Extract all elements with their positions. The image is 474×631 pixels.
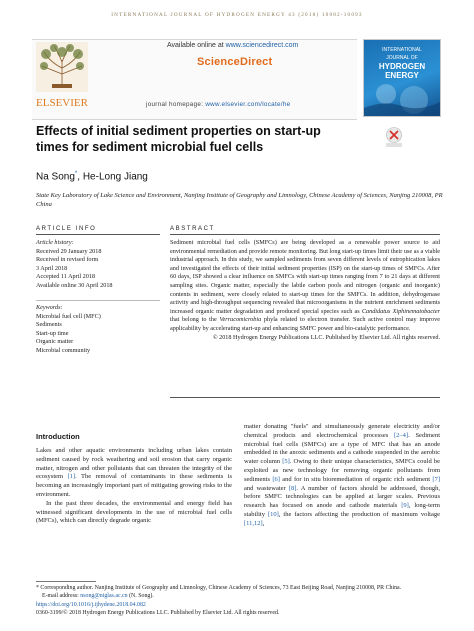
- keywords-label: Keywords:: [36, 304, 63, 311]
- abstract-heading: ABSTRACT: [170, 226, 215, 232]
- history-item: 3 April 2018: [36, 264, 68, 272]
- author-song-link[interactable]: Na Song: [36, 171, 75, 183]
- cover-line-2: HYDROGEN: [378, 62, 426, 71]
- intro-text: . Owing to their unique characteristics, SMFCs could be exploited as new technology for removing organic pollutants from sediments: [244, 458, 440, 483]
- footnote: [36, 584, 456, 618]
- citation-link[interactable]: [5]: [282, 458, 290, 466]
- intro-paragraph-2: In the past three decades, the environmental and energy field has witnessed significant developments in the use of microbial fuel cells (MFCs), which can directly degrade organic: [36, 499, 232, 525]
- cover-artwork: [364, 74, 440, 116]
- corresponding-author-note: * Corresponding author. Nanjing Institute of Geography and Limnology, Chinese Academy of Sciences, 73 East Beijing Road, Nanjing 210008, PR China.: [36, 585, 402, 591]
- intro-text: ,: [262, 519, 265, 527]
- journal-homepage: [146, 101, 290, 108]
- keyword-item: Microbial fuel cell (MFC): [36, 312, 101, 320]
- author-separator: ,: [77, 171, 83, 183]
- abstract-part-2: that belong to the: [170, 316, 220, 324]
- article-info-rule: [36, 234, 160, 235]
- citation-link[interactable]: [9]: [401, 502, 409, 510]
- introduction-heading: Introduction: [36, 432, 80, 441]
- issn-line: 0360-3199/© 2018 Hydrogen Energy Publications LLC. Published by Elsevier Ltd. All rights reserved.: [36, 610, 280, 617]
- affiliation: State Key Laboratory of Lake Science and Environment, Nanjing Institute of Geography and Limnology, Chinese Academy of Sciences, Nanjing 210008, PR China: [36, 192, 443, 208]
- citation-link[interactable]: [11,12]: [244, 519, 263, 527]
- history-label: Article history:: [36, 239, 74, 246]
- keyword-item: Microbial community: [36, 346, 91, 354]
- homepage-url-link[interactable]: www.elsevier.com/locate/he: [205, 101, 291, 108]
- intro-text: , long-term stability: [244, 502, 440, 518]
- intro-paragraph-1: [36, 447, 232, 500]
- doi-link[interactable]: https://doi.org/10.1016/j.ijhydene.2018.04.082: [36, 601, 146, 608]
- journal-running-head: INTERNATIONAL JOURNAL OF HYDROGEN ENERGY 43 (2018) 10082-10093: [111, 12, 363, 18]
- intro-text: , the factors affecting the production of maximum voltage: [278, 510, 440, 518]
- intro-text: . A number of factors should be addressed, though, before SMFC technologies can be applied at larger scales. Previous research has focused on anode and cathode materials: [244, 484, 441, 510]
- email-label: E-mail address:: [42, 593, 81, 600]
- abstract-species-2: Verrucomicrobia: [219, 316, 262, 324]
- email-link[interactable]: nsong@niglas.ac.cn: [80, 593, 128, 600]
- corresponding-author-mark[interactable]: *: [74, 171, 78, 177]
- sciencedirect-logo[interactable]: ScienceDirect: [197, 56, 273, 68]
- abstract-copyright: © 2018 Hydrogen Energy Publications LLC. Published by Elsevier Ltd. All rights reserved.: [212, 333, 440, 341]
- article-info-heading: ARTICLE INFO: [36, 226, 97, 232]
- email-line: [36, 592, 456, 600]
- crossmark-icon[interactable]: [384, 126, 404, 148]
- citation-link[interactable]: [6]: [272, 475, 280, 483]
- citation-link[interactable]: [8]: [288, 484, 297, 492]
- history-item: Received 29 January 2018: [36, 247, 102, 255]
- abstract-text: [170, 239, 440, 342]
- history-item: Received in revised form: [36, 256, 99, 263]
- intro-text: matter donating "fuels" and simultaneously generate electricity and/or chemical products and electrochemical processes: [244, 423, 440, 439]
- homepage-prefix: journal homepage:: [146, 101, 206, 108]
- citation-link[interactable]: [7]: [432, 475, 441, 483]
- intro-right-column: [244, 423, 440, 529]
- intro-text: and for in situ bioremediation of organic rich sediment: [279, 475, 433, 483]
- citation-link[interactable]: [10]: [267, 510, 279, 518]
- author-jiang-link[interactable]: He-Long Jiang: [82, 171, 148, 183]
- email-suffix: (N. Song).: [127, 593, 154, 600]
- intro-text: Lakes and other aquatic environments including urban lakes contain sediment caused by rock weathering and soil erosion that carry organic matter, nitrogen and other pollutants that can threaten the integrity of the ecosystem: [36, 447, 232, 481]
- keyword-item: Sediments: [36, 321, 62, 328]
- available-prefix: Available online at: [167, 42, 226, 49]
- intro-text: . The removal of contaminants in these sediments is becoming an increasingly important part of mitigating growing risks to the environment.: [36, 473, 232, 498]
- abstract-species-1: Candidatus Xiphinematobacter: [361, 307, 440, 315]
- abstract-part-3: phyla related to electron transfer. Such active control may improve applicability by accelerating start-up and enhancing SMFC power and bio-catalytic performance.: [170, 316, 440, 332]
- cover-line-1: INTERNATIONAL JOURNAL OF: [382, 47, 422, 61]
- journal-cover-image[interactable]: [363, 39, 441, 117]
- cover-line-3: ENERGY: [385, 71, 419, 80]
- keywords-rule: [36, 300, 160, 301]
- available-online: [167, 42, 298, 49]
- citation-link[interactable]: [2–4]: [393, 431, 409, 439]
- abstract-part-1: Sediment microbial fuel cells (SMFCs) are being developed as a renewable power source to aid environmental remediation and provide remote monitoring. But long start-up times limit their use as a viable industrial approach. In this study, we sampled sediments from seven different levels of eutrophication lakes and investigated the effects of their initial sediment properties (ISP) on the start-up times of SMFCs. After 60 days, ISP showed a clear influence on SMFCs with start-up times ranging from 7 to 21 days at different sampling sites. Organic matter, especially the labile carbon pools and nitrogen (organic and inorganic) contents in sediment, were closely related to start-up times for the SMFCs. In addition, dehydrogenase activity and high-throughput sequencing revealed that microorganisms in the nutrient enrichment sediments increased organic matter degradation and produced special species such as: [170, 239, 440, 315]
- intro-text: and wastewater: [244, 484, 289, 492]
- citation-link[interactable]: [1]: [67, 473, 76, 481]
- abstract-bottom-rule: [170, 397, 440, 398]
- sciencedirect-url-link[interactable]: www.sciencedirect.com: [225, 42, 299, 49]
- elsevier-wordmark: ELSEVIER: [36, 97, 88, 109]
- footnote-rule: [36, 581, 96, 582]
- intro-text: . Sediment microbial fuel cells (SMFCs) are a type of MFC that has an anode embedded in the anoxic sediments and a cathode suspended in the aerobic water column: [244, 431, 440, 466]
- keyword-item: Organic matter: [36, 338, 74, 345]
- history-item: Accepted 11 April 2018: [36, 273, 96, 280]
- keywords-list: [36, 304, 164, 355]
- elsevier-logo[interactable]: [32, 40, 92, 112]
- article-title: Effects of initial sediment properties on start-up times for sediment microbial fuel cells: [36, 124, 321, 154]
- article-history: [36, 239, 164, 290]
- keyword-item: Start-up time: [36, 329, 69, 337]
- author-list: [36, 171, 148, 182]
- abstract-rule: [170, 234, 440, 235]
- intro-left-column: [36, 447, 232, 526]
- history-item: Available online 30 April 2018: [36, 281, 113, 289]
